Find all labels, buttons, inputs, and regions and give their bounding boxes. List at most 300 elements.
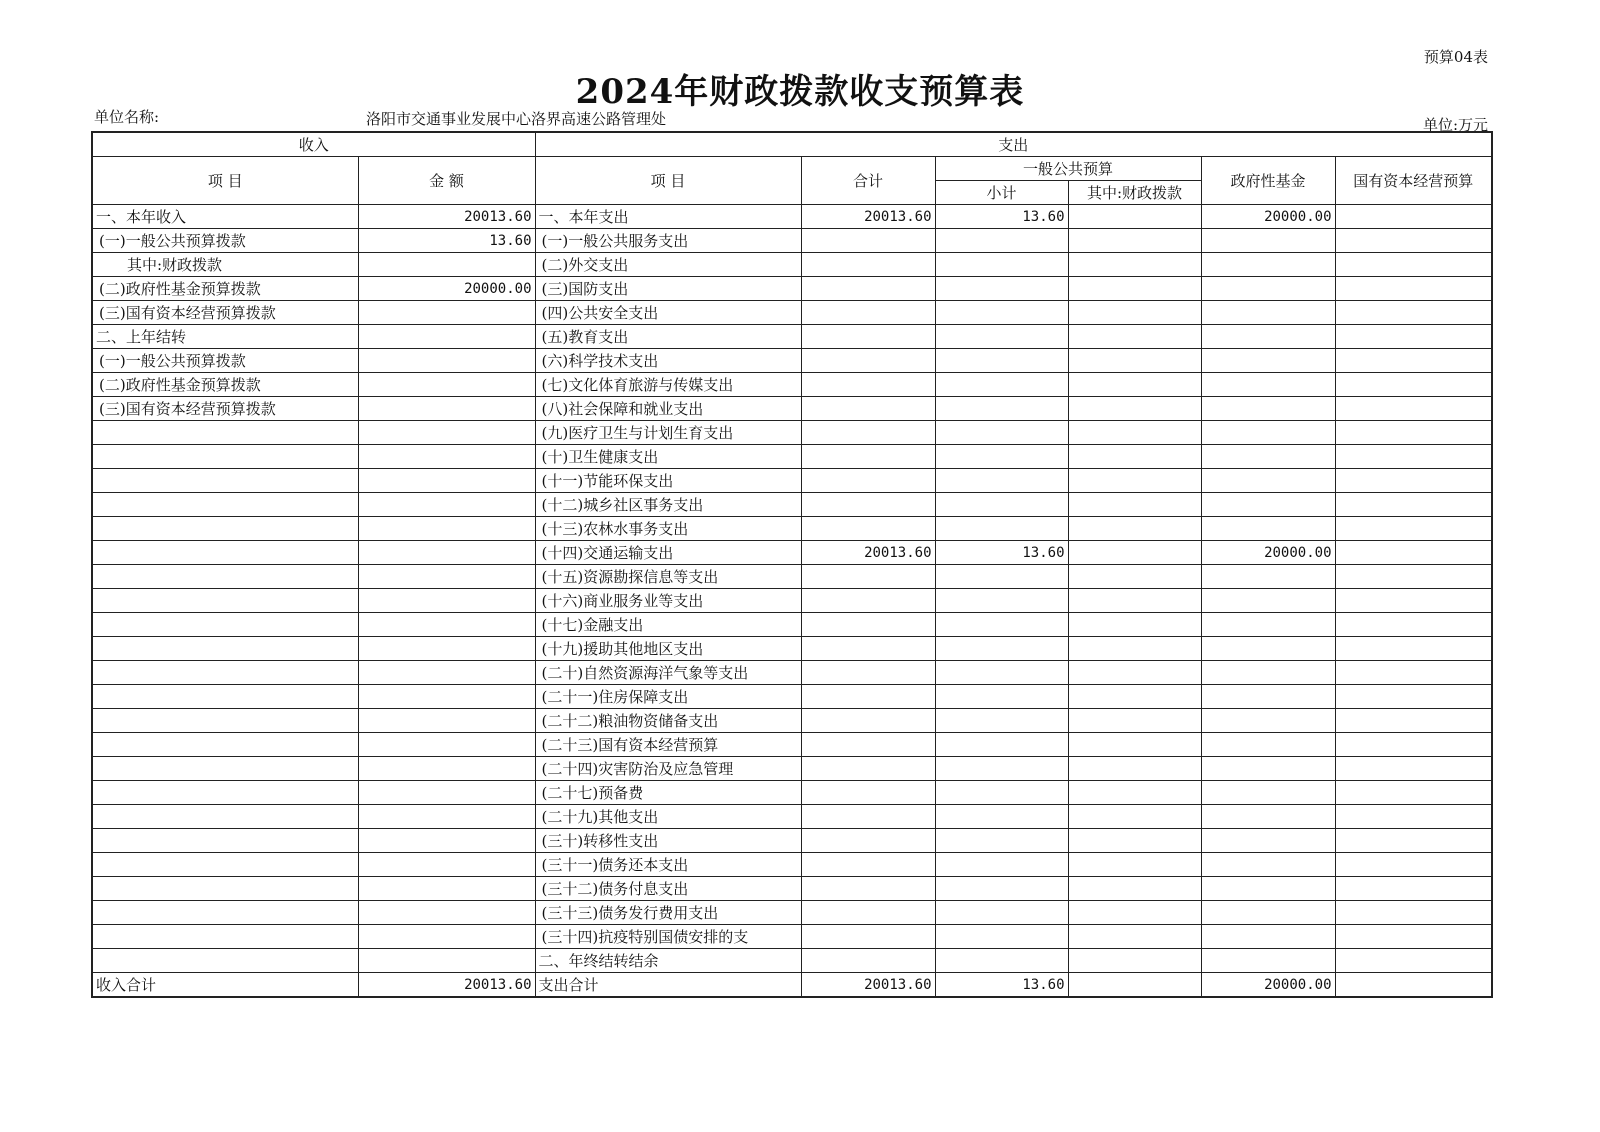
income-amount: [358, 733, 535, 757]
expense-item: (七)文化体育旅游与传媒支出: [535, 373, 801, 397]
expense-item: (三十)转移性支出: [535, 829, 801, 853]
fiscal-amount: [1068, 853, 1201, 877]
state-capital-amount: [1335, 205, 1492, 229]
gov-fund-amount: [1201, 781, 1335, 805]
table-row: [92, 685, 1492, 709]
expense-item: (九)医疗卫生与计划生育支出: [535, 421, 801, 445]
subtotal-amount: [935, 445, 1068, 469]
subtotal-header: 小计: [935, 181, 1068, 205]
expense-item: (二)外交支出: [535, 253, 801, 277]
subtotal-amount: [935, 829, 1068, 853]
fiscal-amount: [1068, 685, 1201, 709]
total-amount: [801, 781, 935, 805]
state-capital-amount: [1335, 565, 1492, 589]
income-amount: [358, 877, 535, 901]
table-row: [92, 709, 1492, 733]
table-row: [92, 517, 1492, 541]
subtotal-amount: [935, 709, 1068, 733]
total-amount: 20013.60: [801, 541, 935, 565]
income-amount: [358, 349, 535, 373]
subtotal-amount: 13.60: [935, 205, 1068, 229]
total-amount: [801, 349, 935, 373]
gov-fund-amount: [1201, 637, 1335, 661]
gov-fund-amount: [1201, 565, 1335, 589]
income-amount: [358, 253, 535, 277]
table-row: [92, 949, 1492, 973]
unit-name: 洛阳市交通事业发展中心洛界高速公路管理处: [366, 110, 667, 128]
income-item: [92, 517, 358, 541]
state-capital-amount: [1335, 613, 1492, 637]
state-capital-amount: [1335, 469, 1492, 493]
subtotal-amount: [935, 493, 1068, 517]
income-item: [92, 949, 358, 973]
subtotal-amount: [935, 565, 1068, 589]
total-amount: [801, 901, 935, 925]
state-capital-amount: [1335, 349, 1492, 373]
gov-fund-amount: [1201, 445, 1335, 469]
income-item: [92, 733, 358, 757]
gov-fund-amount: 20000.00: [1201, 973, 1335, 998]
expense-item: 支出合计: [535, 973, 801, 998]
fiscal-amount: [1068, 805, 1201, 829]
subtotal-amount: [935, 421, 1068, 445]
state-capital-amount: [1335, 229, 1492, 253]
expense-item: (四)公共安全支出: [535, 301, 801, 325]
fiscal-amount: [1068, 229, 1201, 253]
income-item: [92, 853, 358, 877]
fiscal-amount: [1068, 781, 1201, 805]
table-row: [92, 253, 1492, 277]
total-amount: [801, 805, 935, 829]
income-item: [92, 613, 358, 637]
expense-item: 二、年终结转结余: [535, 949, 801, 973]
income-amount: [358, 397, 535, 421]
state-capital-amount: [1335, 925, 1492, 949]
expense-item: (六)科学技术支出: [535, 349, 801, 373]
fiscal-amount: [1068, 397, 1201, 421]
fiscal-amount: [1068, 205, 1201, 229]
state-capital-amount: [1335, 829, 1492, 853]
gov-fund-amount: [1201, 469, 1335, 493]
gov-fund-amount: [1201, 925, 1335, 949]
table-row: [92, 877, 1492, 901]
income-amount: 13.60: [358, 229, 535, 253]
state-capital-amount: [1335, 709, 1492, 733]
expense-item: (一)一般公共服务支出: [535, 229, 801, 253]
state-capital-amount: [1335, 541, 1492, 565]
table-row: [92, 565, 1492, 589]
fiscal-amount: [1068, 901, 1201, 925]
income-amount: [358, 373, 535, 397]
fiscal-amount: [1068, 973, 1201, 998]
gov-fund-amount: [1201, 757, 1335, 781]
total-amount: [801, 589, 935, 613]
income-amount: 20013.60: [358, 973, 535, 998]
gov-fund-amount: [1201, 421, 1335, 445]
expense-item: (二十七)预备费: [535, 781, 801, 805]
subtotal-amount: [935, 661, 1068, 685]
state-capital-amount: [1335, 973, 1492, 998]
unit-label: 单位名称:: [94, 108, 160, 126]
table-row: [92, 613, 1492, 637]
table-row: [92, 637, 1492, 661]
gov-fund-amount: [1201, 397, 1335, 421]
expense-item: (三十三)债务发行费用支出: [535, 901, 801, 925]
gov-fund-amount: [1201, 589, 1335, 613]
subtotal-amount: [935, 877, 1068, 901]
state-capital-amount: [1335, 877, 1492, 901]
income-item: [92, 901, 358, 925]
income-amount: [358, 805, 535, 829]
gov-fund-amount: [1201, 685, 1335, 709]
fiscal-amount: [1068, 733, 1201, 757]
total-amount: [801, 613, 935, 637]
income-item: (三)国有资本经营预算拨款: [92, 301, 358, 325]
state-capital-amount: [1335, 517, 1492, 541]
gov-fund-amount: [1201, 325, 1335, 349]
expense-item: (八)社会保障和就业支出: [535, 397, 801, 421]
income-amount: 20000.00: [358, 277, 535, 301]
income-item: 收入合计: [92, 973, 358, 998]
expense-item: (二十九)其他支出: [535, 805, 801, 829]
subtotal-amount: [935, 349, 1068, 373]
subtotal-amount: [935, 637, 1068, 661]
expense-item: (十四)交通运输支出: [535, 541, 801, 565]
table-row: [92, 829, 1492, 853]
fiscal-header: 其中:财政拨款: [1068, 181, 1201, 205]
table-row: [92, 229, 1492, 253]
total-amount: [801, 277, 935, 301]
gov-fund-amount: [1201, 253, 1335, 277]
subtotal-amount: [935, 589, 1068, 613]
state-capital-amount: [1335, 853, 1492, 877]
table-row: [92, 373, 1492, 397]
total-amount: [801, 685, 935, 709]
table-row: [92, 349, 1492, 373]
subtotal-amount: 13.60: [935, 973, 1068, 998]
table-row: [92, 973, 1492, 998]
fiscal-amount: [1068, 325, 1201, 349]
income-item: 一、本年收入: [92, 205, 358, 229]
expense-item: 一、本年支出: [535, 205, 801, 229]
state-capital-amount: [1335, 253, 1492, 277]
total-amount: 20013.60: [801, 205, 935, 229]
income-item: [92, 541, 358, 565]
expense-item: (十六)商业服务业等支出: [535, 589, 801, 613]
income-amount: 20013.60: [358, 205, 535, 229]
fiscal-amount: [1068, 541, 1201, 565]
income-amount: [358, 661, 535, 685]
income-amount: [358, 901, 535, 925]
income-amount: [358, 445, 535, 469]
income-amount: [358, 853, 535, 877]
gov-fund-amount: [1201, 373, 1335, 397]
expense-item: (三十一)债务还本支出: [535, 853, 801, 877]
fiscal-amount: [1068, 373, 1201, 397]
subtotal-amount: [935, 373, 1068, 397]
amount-header: 金 额: [358, 157, 535, 205]
gov-fund-amount: [1201, 349, 1335, 373]
state-capital-amount: [1335, 589, 1492, 613]
subtotal-amount: [935, 685, 1068, 709]
subtotal-amount: [935, 229, 1068, 253]
table-row: [92, 325, 1492, 349]
state-capital-amount: [1335, 325, 1492, 349]
total-amount: [801, 565, 935, 589]
total-amount: 20013.60: [801, 973, 935, 998]
income-amount: [358, 325, 535, 349]
gov-fund-amount: [1201, 493, 1335, 517]
table-row: [92, 205, 1492, 229]
gov-fund-amount: [1201, 517, 1335, 541]
table-row: [92, 445, 1492, 469]
state-capital-amount: [1335, 901, 1492, 925]
total-amount: [801, 373, 935, 397]
income-header: 收入: [92, 132, 535, 157]
subtotal-amount: [935, 901, 1068, 925]
state-capital-amount: [1335, 949, 1492, 973]
income-item: [92, 925, 358, 949]
income-amount: [358, 613, 535, 637]
expense-item: (二十二)粮油物资储备支出: [535, 709, 801, 733]
income-item: [92, 709, 358, 733]
gov-fund-amount: [1201, 613, 1335, 637]
fiscal-amount: [1068, 517, 1201, 541]
income-item: [92, 565, 358, 589]
expense-item: (三)国防支出: [535, 277, 801, 301]
expense-item: (十五)资源勘探信息等支出: [535, 565, 801, 589]
total-amount: [801, 421, 935, 445]
income-item: [92, 421, 358, 445]
income-amount: [358, 421, 535, 445]
income-item: [92, 589, 358, 613]
subtotal-amount: [935, 805, 1068, 829]
income-item: (一)一般公共预算拨款: [92, 229, 358, 253]
expense-item: (十三)农林水事务支出: [535, 517, 801, 541]
expense-item-header: 项 目: [535, 157, 801, 205]
income-item: (三)国有资本经营预算拨款: [92, 397, 358, 421]
gov-fund-amount: [1201, 877, 1335, 901]
table-row: [92, 301, 1492, 325]
form-number: 预算04表: [1423, 48, 1488, 66]
subtotal-amount: [935, 613, 1068, 637]
income-item: (一)一般公共预算拨款: [92, 349, 358, 373]
table-row: [92, 421, 1492, 445]
total-amount: [801, 253, 935, 277]
total-amount: [801, 445, 935, 469]
expense-item: (二十三)国有资本经营预算: [535, 733, 801, 757]
fiscal-amount: [1068, 421, 1201, 445]
gov-fund-amount: [1201, 805, 1335, 829]
gov-fund-amount: 20000.00: [1201, 541, 1335, 565]
fiscal-amount: [1068, 277, 1201, 301]
fiscal-amount: [1068, 349, 1201, 373]
income-amount: [358, 301, 535, 325]
state-capital-header: 国有资本经营预算: [1335, 157, 1492, 205]
state-capital-amount: [1335, 277, 1492, 301]
fiscal-amount: [1068, 757, 1201, 781]
income-amount: [358, 949, 535, 973]
state-capital-amount: [1335, 493, 1492, 517]
total-amount: [801, 829, 935, 853]
total-amount: [801, 733, 935, 757]
state-capital-amount: [1335, 397, 1492, 421]
state-capital-amount: [1335, 757, 1492, 781]
expense-item: (二十一)住房保障支出: [535, 685, 801, 709]
expense-item: (三十二)债务付息支出: [535, 877, 801, 901]
subtotal-amount: [935, 853, 1068, 877]
gov-fund-amount: 20000.00: [1201, 205, 1335, 229]
subtotal-amount: [935, 781, 1068, 805]
page-title: 2024年财政拨款收支预算表: [575, 72, 1025, 112]
income-item: [92, 685, 358, 709]
total-amount: [801, 661, 935, 685]
fiscal-amount: [1068, 877, 1201, 901]
money-unit: 单位:万元: [1422, 116, 1488, 134]
state-capital-amount: [1335, 637, 1492, 661]
gov-fund-amount: [1201, 733, 1335, 757]
income-item: [92, 757, 358, 781]
gov-fund-amount: [1201, 661, 1335, 685]
total-amount: [801, 325, 935, 349]
budget-table: [91, 131, 1493, 998]
total-amount: [801, 949, 935, 973]
income-item: (二)政府性基金预算拨款: [92, 277, 358, 301]
table-row: [92, 805, 1492, 829]
income-item: [92, 661, 358, 685]
total-amount: [801, 637, 935, 661]
table-row: [92, 661, 1492, 685]
table-row: [92, 853, 1492, 877]
income-amount: [358, 781, 535, 805]
subtotal-amount: [935, 253, 1068, 277]
state-capital-amount: [1335, 301, 1492, 325]
expense-item: (十九)援助其他地区支出: [535, 637, 801, 661]
income-amount: [358, 541, 535, 565]
subtotal-amount: 13.60: [935, 541, 1068, 565]
subtotal-amount: [935, 469, 1068, 493]
total-amount: [801, 925, 935, 949]
subtotal-amount: [935, 949, 1068, 973]
total-amount: [801, 757, 935, 781]
total-amount: [801, 853, 935, 877]
fiscal-amount: [1068, 613, 1201, 637]
income-item: [92, 781, 358, 805]
income-amount: [358, 925, 535, 949]
income-item: [92, 493, 358, 517]
state-capital-amount: [1335, 445, 1492, 469]
table-row: [92, 925, 1492, 949]
fiscal-amount: [1068, 949, 1201, 973]
total-amount: [801, 301, 935, 325]
expense-item: (五)教育支出: [535, 325, 801, 349]
table-row: [92, 493, 1492, 517]
table-row: [92, 901, 1492, 925]
income-item: [92, 637, 358, 661]
state-capital-amount: [1335, 421, 1492, 445]
table-row: [92, 469, 1492, 493]
income-amount: [358, 709, 535, 733]
total-amount: [801, 469, 935, 493]
expense-header: 支出: [535, 132, 1492, 157]
income-item-header: 项 目: [92, 157, 358, 205]
fiscal-amount: [1068, 301, 1201, 325]
subtotal-amount: [935, 925, 1068, 949]
state-capital-amount: [1335, 661, 1492, 685]
expense-item: (十二)城乡社区事务支出: [535, 493, 801, 517]
fiscal-amount: [1068, 565, 1201, 589]
table-row: [92, 781, 1492, 805]
fiscal-amount: [1068, 589, 1201, 613]
subtotal-amount: [935, 733, 1068, 757]
income-amount: [358, 493, 535, 517]
income-amount: [358, 757, 535, 781]
state-capital-amount: [1335, 733, 1492, 757]
subtotal-amount: [935, 397, 1068, 421]
total-amount: [801, 493, 935, 517]
fiscal-amount: [1068, 469, 1201, 493]
expense-item: (十)卫生健康支出: [535, 445, 801, 469]
gov-fund-amount: [1201, 949, 1335, 973]
income-amount: [358, 589, 535, 613]
table-row: [92, 397, 1492, 421]
income-amount: [358, 565, 535, 589]
subtotal-amount: [935, 277, 1068, 301]
gov-fund-amount: [1201, 709, 1335, 733]
state-capital-amount: [1335, 373, 1492, 397]
fiscal-amount: [1068, 253, 1201, 277]
income-amount: [358, 469, 535, 493]
expense-item: (三十四)抗疫特别国债安排的支: [535, 925, 801, 949]
gov-fund-amount: [1201, 853, 1335, 877]
income-item: [92, 877, 358, 901]
table-row: [92, 541, 1492, 565]
income-item: [92, 445, 358, 469]
fiscal-amount: [1068, 637, 1201, 661]
fiscal-amount: [1068, 709, 1201, 733]
subtotal-amount: [935, 757, 1068, 781]
total-amount: [801, 517, 935, 541]
income-item: 其中:财政拨款: [92, 253, 358, 277]
total-amount: [801, 709, 935, 733]
total-amount: [801, 229, 935, 253]
gov-fund-amount: [1201, 229, 1335, 253]
state-capital-amount: [1335, 685, 1492, 709]
subtotal-amount: [935, 325, 1068, 349]
gov-fund-amount: [1201, 901, 1335, 925]
expense-item: (十七)金融支出: [535, 613, 801, 637]
table-row: [92, 757, 1492, 781]
subtotal-amount: [935, 517, 1068, 541]
gov-fund-amount: [1201, 301, 1335, 325]
total-amount: [801, 397, 935, 421]
fiscal-amount: [1068, 493, 1201, 517]
income-item: [92, 469, 358, 493]
state-capital-amount: [1335, 781, 1492, 805]
expense-item: (二十四)灾害防治及应急管理: [535, 757, 801, 781]
subtotal-amount: [935, 301, 1068, 325]
fiscal-amount: [1068, 829, 1201, 853]
income-item: (二)政府性基金预算拨款: [92, 373, 358, 397]
total-amount: [801, 877, 935, 901]
state-capital-amount: [1335, 805, 1492, 829]
expense-item: (二十)自然资源海洋气象等支出: [535, 661, 801, 685]
gov-fund-amount: [1201, 829, 1335, 853]
gov-fund-amount: [1201, 277, 1335, 301]
income-item: 二、上年结转: [92, 325, 358, 349]
income-amount: [358, 517, 535, 541]
general-budget-header: 一般公共预算: [935, 157, 1201, 181]
